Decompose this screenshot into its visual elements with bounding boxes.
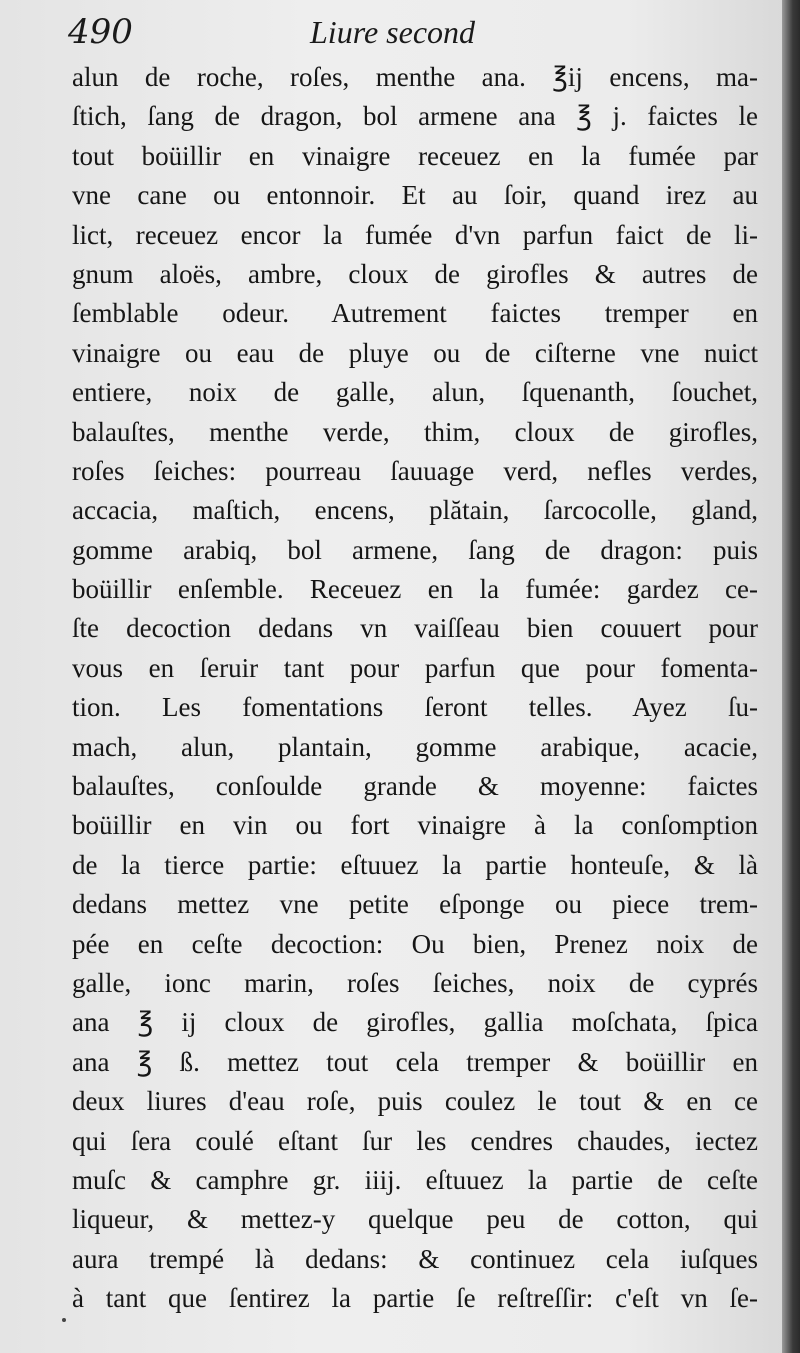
- text-line: ana ℥ ß. mettez tout cela tremper & boüillir en: [72, 1046, 758, 1077]
- page-number: 490: [68, 12, 133, 52]
- text-line: vne cane ou entonnoir. Et au ſoir, quand irez au: [72, 180, 758, 211]
- text-line: de la tierce partie: eſtuuez la partie honteuſe, & là: [72, 849, 758, 880]
- text-line: boüillir en vin ou fort vinaigre à la conſomption: [72, 810, 758, 841]
- running-head: Liure second: [310, 14, 476, 50]
- text-line: balauſtes, menthe verde, thim, cloux de girofles,: [72, 416, 758, 447]
- text-line: tion. Les fomentations ſeront telles. Ayez ſu-: [72, 692, 758, 723]
- text-line: pée en ceſte decoction: Ou bien, Prenez noix de: [72, 928, 758, 959]
- text-line: lict, receuez encor la fumée d'vn parfun faict de li-: [72, 219, 758, 250]
- page-edge-shadow: [782, 0, 800, 1353]
- text-line: tout boüillir en vinaigre receuez en la fumée par: [72, 140, 758, 171]
- ink-blot: [62, 1318, 66, 1322]
- body-text: [72, 58, 758, 1319]
- text-line: deux liures d'eau roſe, puis coulez le tout & en ce: [72, 1086, 758, 1117]
- text-line: ſemblable odeur. Autrement faictes tremper en: [72, 298, 758, 329]
- text-line: gnum aloës, ambre, cloux de girofles & autres de: [72, 258, 758, 289]
- text-line: vous en ſeruir tant pour parfun que pour fomenta-: [72, 652, 758, 683]
- text-line: balauſtes, conſoulde grande & moyenne: faictes: [72, 771, 758, 802]
- text-line: vinaigre ou eau de pluye ou de ciſterne vne nuict: [72, 337, 758, 368]
- text-line: gomme arabiq, bol armene, ſang de dragon: puis: [72, 534, 758, 565]
- text-line: dedans mettez vne petite eſponge ou piece trem-: [72, 889, 758, 920]
- text-line: alun de roche, roſes, menthe ana. ℥ij encens, ma-: [72, 62, 758, 92]
- text-line: accacia, maſtich, encens, plătain, ſarcocolle, gland,: [72, 495, 758, 526]
- page-header: [68, 12, 758, 56]
- text-line: à tant que ſentirez la partie ſe reſtreſſir: c'eſt vn ſe-: [72, 1283, 758, 1314]
- text-line: ſtich, ſang de dragon, bol armene ana ℥ j. faictes le: [72, 101, 758, 132]
- text-line: roſes ſeiches: pourreau ſauuage verd, nefles verdes,: [72, 455, 758, 486]
- text-line: qui ſera coulé eſtant ſur les cendres chaudes, iectez: [72, 1125, 758, 1156]
- text-line: liqueur, & mettez-y quelque peu de cotton, qui: [72, 1204, 758, 1235]
- text-line: mach, alun, plantain, gomme arabique, acacie,: [72, 731, 758, 762]
- text-line: ana ℥ ij cloux de girofles, gallia moſchata, ſpica: [72, 1007, 758, 1038]
- text-line: boüillir enſemble. Receuez en la fumée: gardez ce-: [72, 574, 758, 605]
- text-line: entiere, noix de galle, alun, ſquenanth, ſouchet,: [72, 377, 758, 408]
- text-line: ſte decoction dedans vn vaiſſeau bien couuert pour: [72, 613, 758, 644]
- text-line: aura trempé là dedans: & continuez cela iuſques: [72, 1243, 758, 1274]
- text-line: galle, ionc marin, roſes ſeiches, noix de cyprés: [72, 967, 758, 998]
- text-line: muſc & camphre gr. iiij. eſtuuez la partie de ceſte: [72, 1164, 758, 1195]
